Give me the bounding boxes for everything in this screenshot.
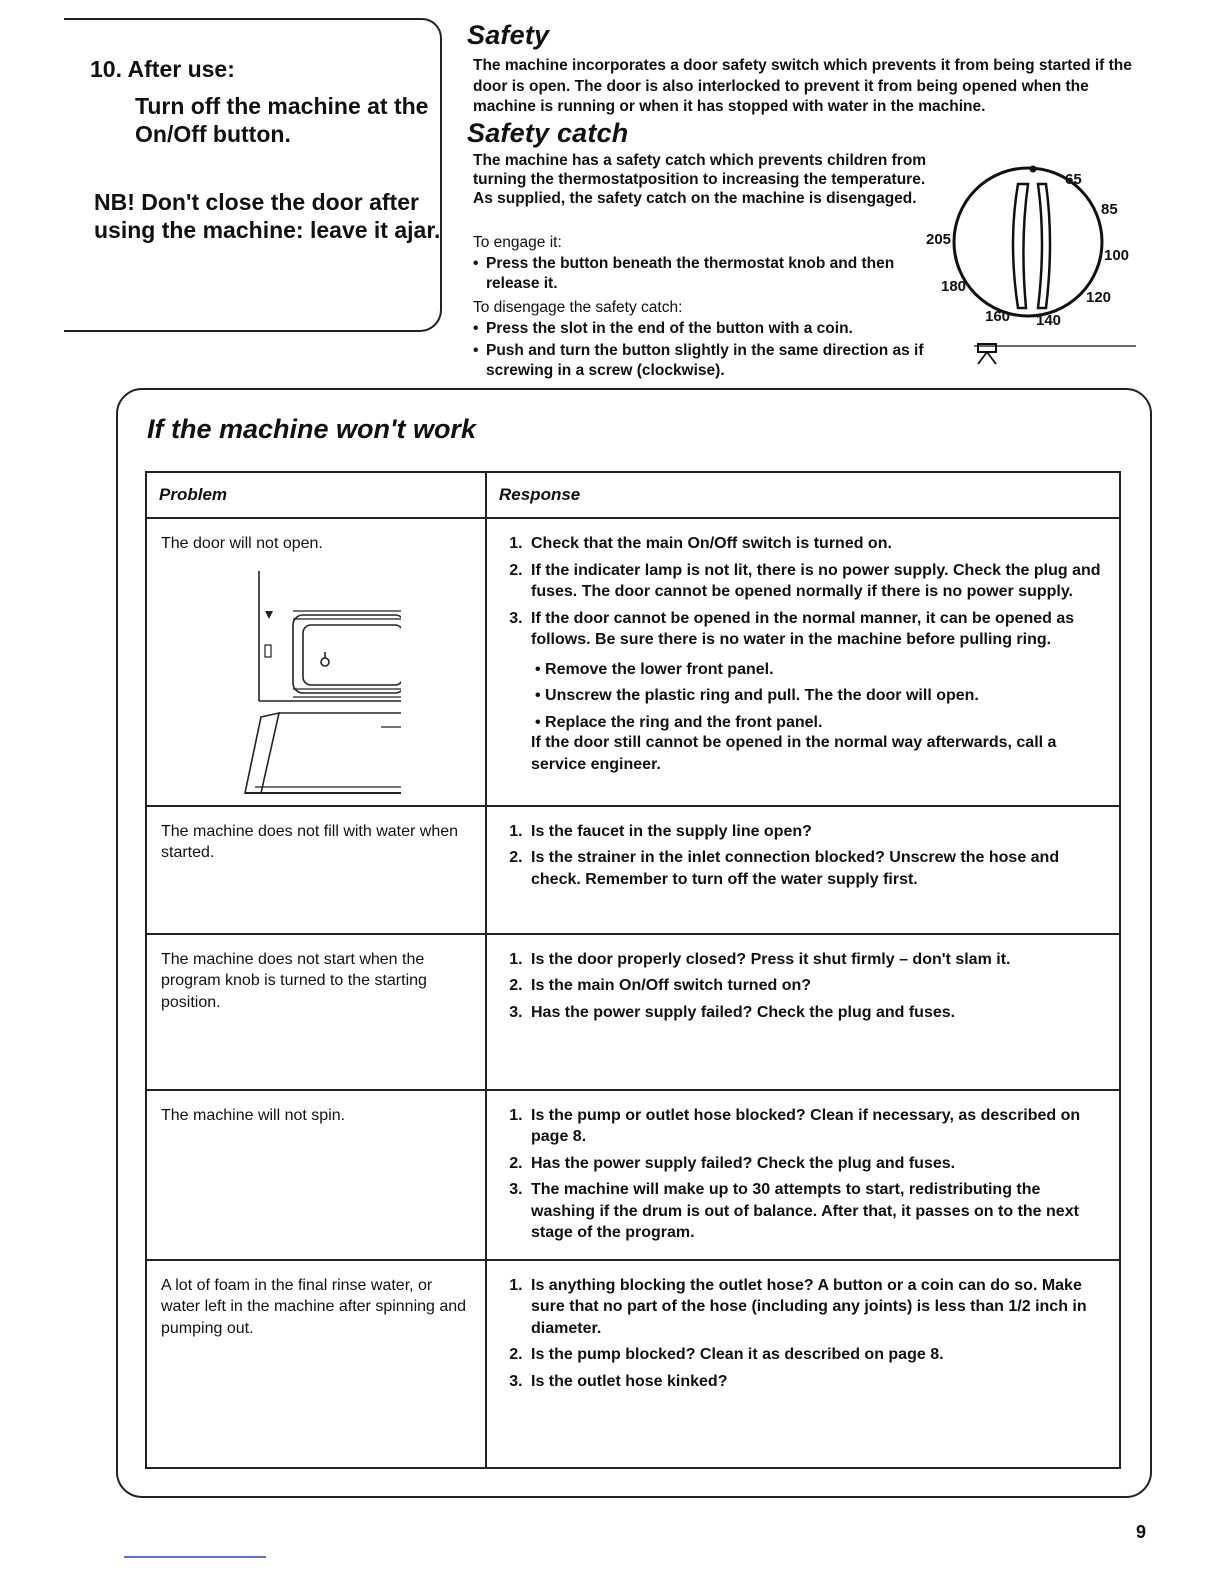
thermostat-dial-icon xyxy=(920,160,1160,380)
response-item: 3. The machine will make up to 30 attempts to start, redistributing the washing if the drum is out of balance. After that, it passes on to the next stage of the program. xyxy=(527,1179,1107,1244)
safety-catch-text: The machine has a safety catch which prevents children from turning the thermostatposition to increasing the temperature. As supplied, the safety catch on the machine is disengaged. xyxy=(473,152,927,207)
sub-step: • Unscrew the plastic ring and pull. The the door will open. xyxy=(535,687,979,704)
response-item: 2. Is the pump blocked? Clean it as described on page 8. xyxy=(527,1344,1107,1366)
response-cell xyxy=(486,518,1120,806)
sub-step: • Remove the lower front panel. xyxy=(535,660,774,678)
column-header-problem: Problem xyxy=(146,472,486,518)
response-item: 2. Has the power supply failed? Check the plug and fuses. xyxy=(527,1153,1107,1175)
disengage-label: To disengage the safety catch: xyxy=(473,299,683,316)
response-item: 3. Has the power supply failed? Check the plug and fuses. xyxy=(527,1002,1107,1024)
response-item xyxy=(527,608,1107,776)
dial-label: 100 xyxy=(1104,247,1130,264)
response-item-text: 3. If the door cannot be opened in the normal manner, it can be opened as follows. Be sure there is no water in the machine before pulling ring. xyxy=(531,609,1075,648)
problem-text: A lot of foam in the final rinse water, or water left in the machine after spinning and pumping out. xyxy=(161,1276,467,1337)
response-item: 2. Is the main On/Off switch turned on? xyxy=(527,975,1107,997)
response-cell xyxy=(486,934,1120,1090)
response-cell xyxy=(486,1260,1120,1468)
safety-catch-title: Safety catch xyxy=(467,118,629,148)
dial-label: 180 xyxy=(941,278,967,295)
table-row xyxy=(146,1090,1120,1260)
problem-cell xyxy=(146,518,486,806)
response-list xyxy=(501,1275,1107,1393)
response-item: 1. Is the door properly closed? Press it shut firmly – don't slam it. xyxy=(527,949,1107,971)
step-instruction: Turn off the machine at the On/Off button. xyxy=(135,93,429,147)
problem-cell xyxy=(146,1090,486,1260)
table-header-row xyxy=(146,472,1120,518)
table-row xyxy=(146,934,1120,1090)
sub-step-list xyxy=(531,659,1107,734)
safety-text: The machine incorporates a door safety switch which prevents it from being started if the door is open. The door is also interlocked to prevent it from being opened when the machine is running or when it has stopped with water in the machine. xyxy=(473,57,1132,115)
response-item: 1. Is anything blocking the outlet hose? A button or a coin can do so. Make sure that no part of the hose (including any joints) is less than 1/2 inch in diameter. xyxy=(527,1275,1107,1340)
problem-text: The machine will not spin. xyxy=(161,1106,346,1124)
response-item: 2. If the indicater lamp is not lit, there is no power supply. Check the plug and fuses. The door cannot be opened normally if there is no power supply. xyxy=(527,560,1107,603)
response-list xyxy=(501,821,1107,891)
engage-label: To engage it: xyxy=(473,234,562,251)
disengage-step-text: Push and turn the button slightly in the same direction as if screwing in a screw (clockwise). xyxy=(486,342,924,379)
troubleshooting-table xyxy=(145,471,1121,1469)
table-row xyxy=(146,518,1120,806)
response-cell xyxy=(486,806,1120,934)
response-cell xyxy=(486,1090,1120,1260)
response-item: 1. Check that the main On/Off switch is turned on. xyxy=(527,533,1107,555)
problem-cell xyxy=(146,1260,486,1468)
dial-label: 65 xyxy=(1065,171,1082,188)
page-number: 9 xyxy=(1136,1522,1147,1542)
footer-rule xyxy=(124,1556,266,1558)
response-list xyxy=(501,533,1107,775)
response-item: 1. Is the pump or outlet hose blocked? Clean if necessary, as described on page 8. xyxy=(527,1105,1107,1148)
engage-step-text: Press the button beneath the thermostat knob and then release it. xyxy=(486,255,895,292)
nb-note: NB! Don't close the door after using the machine: leave it ajar. xyxy=(94,189,441,243)
disengage-step-text: Press the slot in the end of the button with a coin. xyxy=(486,320,853,337)
table-row xyxy=(146,806,1120,934)
service-note: If the door still cannot be opened in the normal way afterwards, call a service engineer. xyxy=(531,734,1057,773)
safety-title: Safety xyxy=(467,20,550,50)
response-item: 2. Is the strainer in the inlet connection blocked? Unscrew the hose and check. Remember to turn off the water supply first. xyxy=(527,847,1107,890)
response-item: 1. Is the faucet in the supply line open? xyxy=(527,821,1107,843)
troubleshooting-title: If the machine won't work xyxy=(147,414,476,444)
sub-step: • Replace the ring and the front panel. xyxy=(535,713,823,731)
response-list xyxy=(501,949,1107,1024)
dial-label: 85 xyxy=(1101,201,1118,218)
dial-label: 160 xyxy=(985,308,1011,325)
problem-text: The door will not open. xyxy=(161,535,323,552)
dial-label: 120 xyxy=(1086,289,1112,306)
problem-text: The machine does not start when the program knob is turned to the starting position. xyxy=(161,950,427,1011)
thermostat-dial-illustration xyxy=(920,160,1160,380)
problem-cell xyxy=(146,934,486,1090)
column-header-response: Response xyxy=(486,472,1120,518)
table-row xyxy=(146,1260,1120,1468)
problem-cell xyxy=(146,806,486,934)
dial-label: 205 xyxy=(926,231,952,248)
response-item: 3. Is the outlet hose kinked? xyxy=(527,1371,1107,1393)
dial-label: 140 xyxy=(1036,312,1062,329)
response-list xyxy=(501,1105,1107,1244)
step-heading: 10. After use: xyxy=(90,56,235,82)
door-panel-illustration-icon xyxy=(241,567,401,797)
problem-text: The machine does not fill with water when started. xyxy=(161,822,459,861)
